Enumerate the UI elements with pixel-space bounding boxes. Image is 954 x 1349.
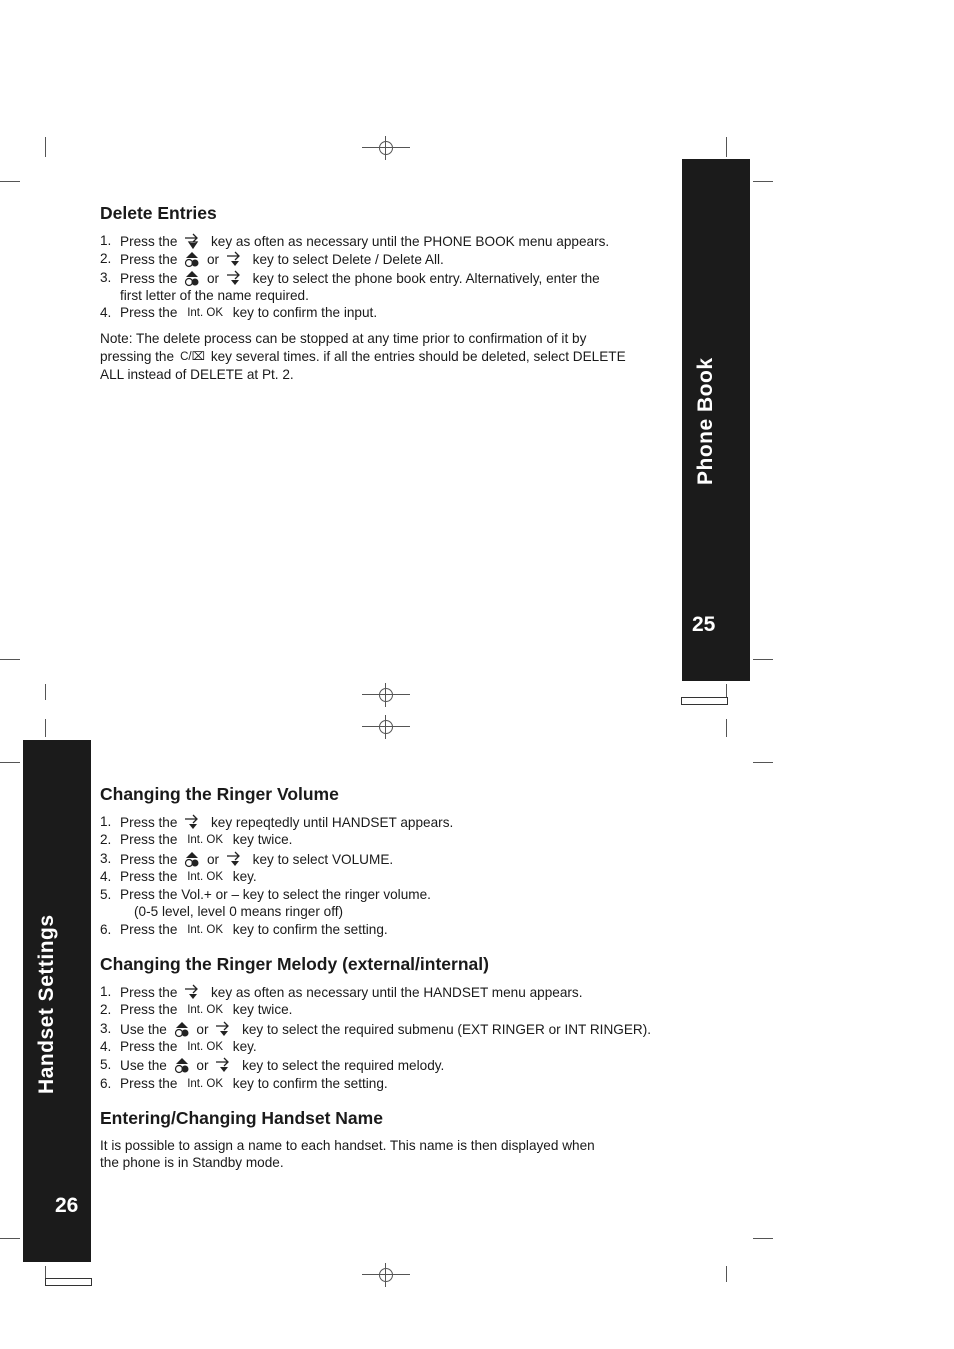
crop-mark (0, 181, 20, 182)
handset-settings-content (100, 783, 690, 1185)
up-arrow-key-icon (183, 250, 201, 268)
step-item (100, 1001, 690, 1019)
step-text: key twice. (232, 1002, 293, 1018)
color-bar-box (45, 1278, 92, 1286)
step-list (100, 983, 690, 1093)
step-item (100, 232, 690, 250)
step-item (100, 921, 690, 939)
body-text: It is possible to assign a name to each handset. This name is then displayed when (100, 1137, 595, 1153)
step-number: 3. (100, 850, 112, 866)
note-text: Note: The delete process can be stopped at any time prior to confirmation of it by (100, 331, 587, 347)
int-ok-key-label: Int. OK (187, 923, 223, 936)
crop-mark (753, 762, 773, 763)
step-item (100, 269, 690, 305)
crop-mark (45, 719, 46, 737)
step-number: 3. (100, 1020, 112, 1036)
step-text: Press the (120, 815, 178, 830)
section-title: Delete Entries (100, 203, 217, 223)
step-number: 3. (100, 269, 112, 285)
step-text: key. (232, 868, 257, 884)
step-text: key to select Delete / Delete All. (252, 252, 444, 268)
step-number: 1. (100, 984, 112, 1000)
registration-mark-icon (362, 1263, 410, 1287)
step-text: Press the (120, 1038, 178, 1054)
note-text: pressing the (100, 348, 175, 364)
registration-mark-icon (362, 715, 410, 739)
crop-mark (0, 762, 20, 763)
note-text: key several times. if all the entries should be deleted, select DELETE (210, 348, 626, 364)
step-list (100, 813, 690, 939)
step-item (100, 983, 690, 1001)
step-text: key to confirm the setting. (232, 1075, 388, 1091)
ringer-melody-section (100, 953, 690, 1093)
crop-mark (726, 1266, 727, 1282)
int-ok-key-label: Int. OK (187, 870, 223, 883)
step-subtext: (0-5 level, level 0 means ringer off) (134, 904, 344, 920)
step-number: 4. (100, 305, 112, 321)
step-text: key to select the required submenu (EXT RINGER or INT RINGER). (242, 1021, 652, 1037)
chapter-tab-phone-book (682, 159, 750, 681)
step-number: 1. (100, 814, 112, 829)
step-item (100, 1020, 690, 1038)
page-number: 25 (692, 613, 716, 636)
step-item (100, 868, 690, 886)
menu-arrow-key-icon (225, 850, 247, 868)
menu-arrow-key-icon (183, 813, 205, 831)
ringer-volume-section (100, 783, 690, 939)
menu-arrow-key-icon (225, 250, 247, 268)
step-text: Press the Vol.+ or – key to select the ringer volume. (120, 887, 431, 903)
crop-mark (753, 1238, 773, 1239)
int-ok-key-label: Int. OK (187, 307, 223, 320)
int-ok-key-label: Int. OK (187, 1077, 223, 1090)
step-text: or (196, 1058, 209, 1074)
section-title: Entering/Changing Handset Name (100, 1107, 383, 1128)
int-ok-key-label: Int. OK (187, 1040, 223, 1053)
step-list (100, 232, 690, 322)
step-text: Press the (120, 868, 178, 884)
body-text: the phone is in Standby mode. (100, 1155, 284, 1171)
step-item (100, 1056, 690, 1074)
step-text: Press the (120, 832, 178, 848)
chapter-title: Phone Book (694, 357, 717, 485)
step-text: Press the (120, 252, 178, 268)
step-text: or (206, 270, 220, 286)
step-number: 2. (100, 832, 112, 848)
step-number: 2. (100, 251, 112, 267)
note-paragraph (100, 330, 690, 383)
step-text: Press the (120, 921, 178, 937)
step-item (100, 304, 690, 322)
step-number: 5. (100, 887, 112, 903)
page-number: 26 (55, 1194, 79, 1217)
step-text: Use the (120, 1021, 167, 1037)
step-text: Press the (120, 305, 178, 321)
crop-mark (726, 719, 727, 737)
step-item (100, 813, 690, 831)
note-line (100, 348, 690, 366)
step-text: Use the (120, 1058, 167, 1074)
step-text: key. (232, 1038, 257, 1054)
page-26 (0, 700, 954, 1349)
chapter-tab-handset-settings (23, 740, 91, 1262)
step-number: 6. (100, 921, 112, 937)
step-text: Press the (120, 1075, 178, 1091)
step-item (100, 1038, 690, 1056)
step-text: key to select VOLUME. (252, 851, 394, 867)
step-number: 6. (100, 1075, 112, 1091)
registration-mark-icon (362, 136, 410, 160)
delete-entries-section (100, 202, 690, 383)
step-item (100, 850, 690, 868)
step-text: Press the (120, 985, 178, 1001)
step-number: 1. (100, 233, 112, 248)
step-text: or (196, 1021, 209, 1037)
step-item (100, 886, 690, 921)
step-item (100, 250, 690, 268)
step-number: 2. (100, 1002, 112, 1018)
step-item (100, 831, 690, 849)
up-arrow-key-icon (173, 1056, 191, 1074)
crop-mark (0, 1238, 20, 1239)
step-text: or (206, 252, 220, 268)
up-arrow-key-icon (183, 850, 201, 868)
menu-arrow-key-icon (214, 1020, 236, 1038)
step-text: Press the (120, 851, 178, 867)
step-text: key repeqtedly until HANDSET appears. (210, 815, 454, 830)
handset-name-section (100, 1107, 690, 1172)
step-text: Press the (120, 234, 178, 249)
step-text: key twice. (232, 832, 293, 848)
crop-mark (0, 659, 20, 660)
step-text: Press the (120, 1002, 178, 1018)
int-ok-key-label: Int. OK (187, 834, 223, 847)
crop-mark (45, 137, 46, 157)
step-text: key to select the phone book entry. Alternatively, enter the (252, 270, 600, 286)
int-ok-key-label: Int. OK (187, 1004, 223, 1017)
section-title: Changing the Ringer Volume (100, 784, 339, 804)
crop-mark (726, 137, 727, 157)
step-text: or (206, 851, 220, 867)
step-text: key to confirm the input. (232, 305, 378, 321)
chapter-title: Handset Settings (35, 914, 58, 1094)
step-text: key to select the required melody. (242, 1058, 445, 1074)
step-number: 5. (100, 1057, 112, 1073)
step-text: key as often as necessary until the HANDSET menu appears. (210, 985, 583, 1001)
menu-arrow-key-icon (183, 232, 205, 250)
crop-mark (753, 659, 773, 660)
up-arrow-key-icon (173, 1020, 191, 1038)
body-paragraph (100, 1137, 690, 1172)
section-title: Changing the Ringer Melody (external/internal) (100, 954, 489, 975)
clear-key-label: C/⌧ (180, 350, 205, 363)
menu-arrow-key-icon (214, 1056, 236, 1074)
step-number: 4. (100, 1038, 112, 1054)
note-text: ALL instead of DELETE at Pt. 2. (100, 367, 294, 383)
up-arrow-key-icon (183, 269, 201, 287)
step-text: key to confirm the setting. (232, 921, 388, 937)
step-item (100, 1075, 690, 1093)
crop-mark (753, 181, 773, 182)
step-text: Press the (120, 270, 178, 286)
step-text: first letter of the name required. (120, 287, 309, 303)
menu-arrow-key-icon (183, 983, 205, 1001)
crop-mark (45, 684, 46, 700)
step-number: 4. (100, 868, 112, 884)
menu-arrow-key-icon (225, 269, 247, 287)
step-text: key as often as necessary until the PHONE BOOK menu appears. (210, 234, 610, 249)
